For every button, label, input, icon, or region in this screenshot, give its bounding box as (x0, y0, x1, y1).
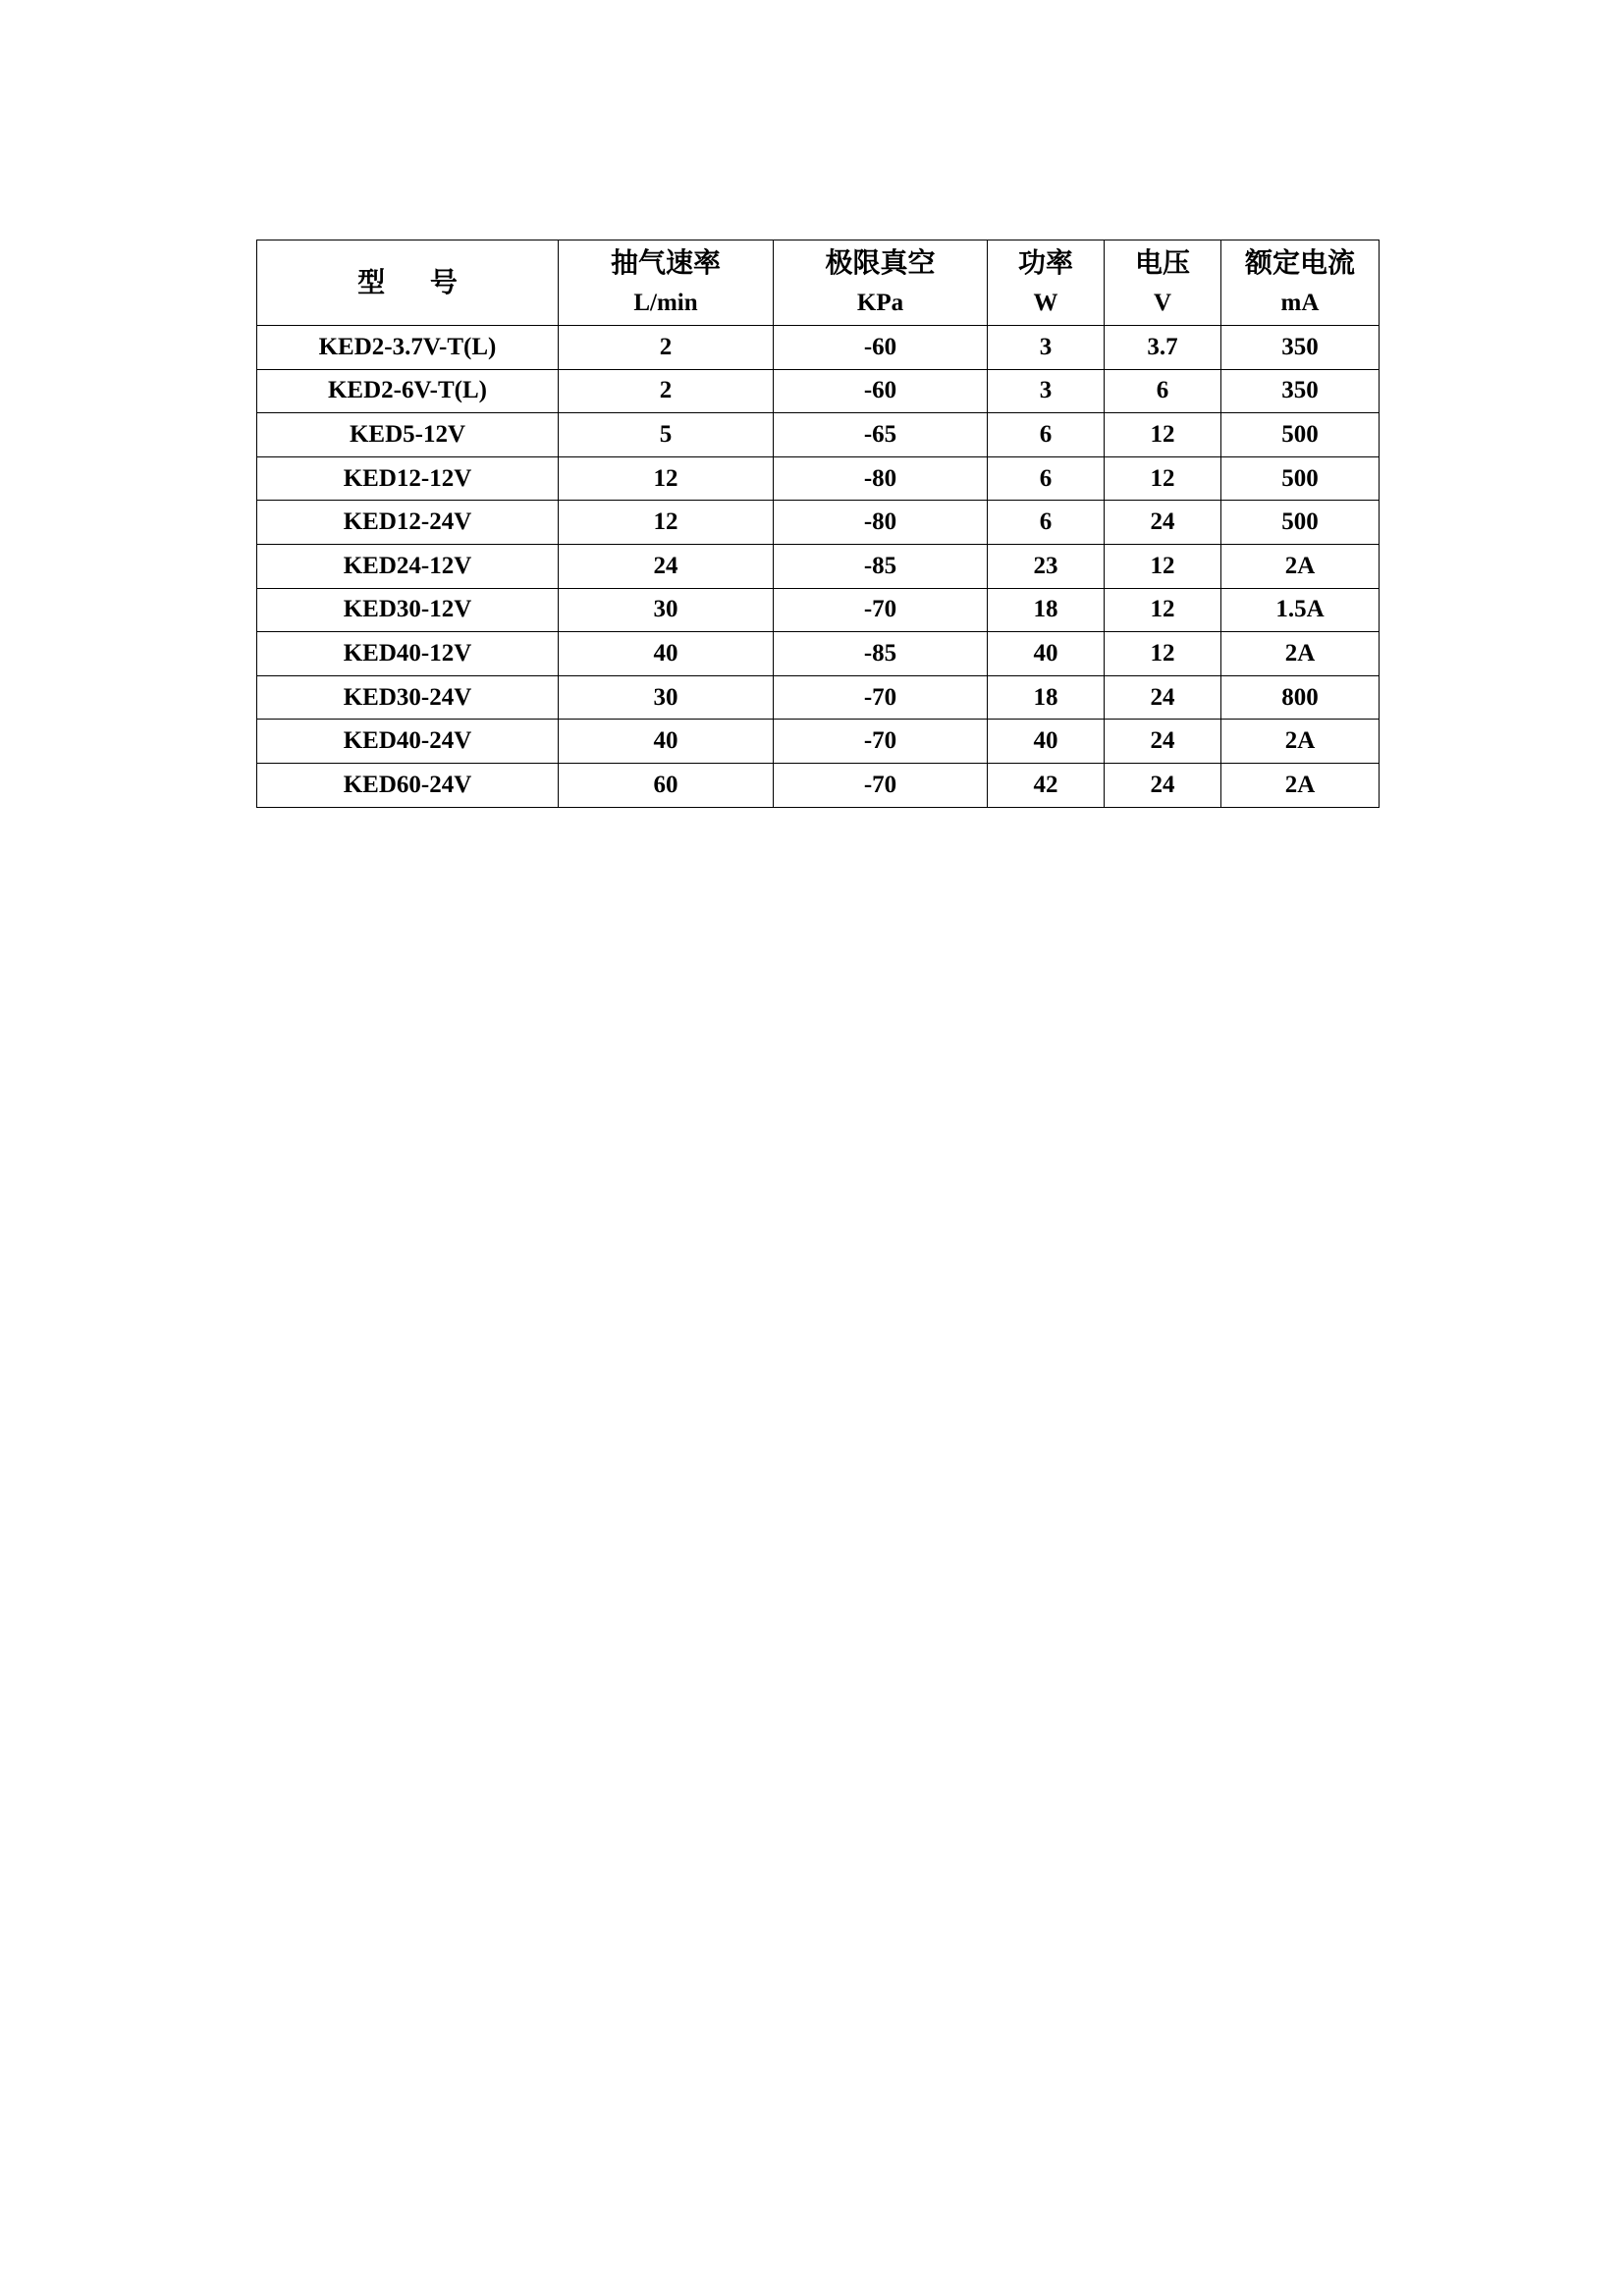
cell-model: KED12-24V (257, 501, 559, 545)
cell-rated-current: 1.5A (1221, 588, 1380, 632)
cell-power: 6 (988, 413, 1105, 457)
cell-rated-current: 800 (1221, 675, 1380, 720)
cell-ultimate-vacuum: -65 (774, 413, 988, 457)
cell-model: KED60-24V (257, 763, 559, 807)
cell-voltage: 24 (1105, 501, 1221, 545)
header-voltage: 电压 (1105, 240, 1221, 284)
cell-ultimate-vacuum: -60 (774, 326, 988, 370)
cell-ultimate-vacuum: -80 (774, 501, 988, 545)
unit-power: W (988, 283, 1105, 326)
unit-voltage: V (1105, 283, 1221, 326)
header-rated-current: 额定电流 (1221, 240, 1380, 284)
cell-voltage: 12 (1105, 456, 1221, 501)
cell-rated-current: 350 (1221, 326, 1380, 370)
cell-pumping-speed: 12 (559, 501, 774, 545)
table-row (257, 632, 1380, 676)
cell-power: 40 (988, 720, 1105, 764)
table-row (257, 720, 1380, 764)
cell-model: KED40-24V (257, 720, 559, 764)
cell-pumping-speed: 30 (559, 588, 774, 632)
cell-voltage: 12 (1105, 544, 1221, 588)
cell-ultimate-vacuum: -85 (774, 544, 988, 588)
cell-rated-current: 500 (1221, 501, 1380, 545)
cell-pumping-speed: 60 (559, 763, 774, 807)
header-pumping-speed: 抽气速率 (559, 240, 774, 284)
cell-power: 3 (988, 326, 1105, 370)
cell-ultimate-vacuum: -70 (774, 675, 988, 720)
cell-rated-current: 500 (1221, 413, 1380, 457)
unit-ultimate-vacuum: KPa (774, 283, 988, 326)
cell-ultimate-vacuum: -60 (774, 369, 988, 413)
cell-pumping-speed: 40 (559, 720, 774, 764)
cell-model: KED30-12V (257, 588, 559, 632)
table-row (257, 675, 1380, 720)
table-header (257, 240, 1380, 326)
cell-power: 42 (988, 763, 1105, 807)
cell-voltage: 3.7 (1105, 326, 1221, 370)
cell-pumping-speed: 5 (559, 413, 774, 457)
cell-voltage: 12 (1105, 588, 1221, 632)
table-row (257, 456, 1380, 501)
table-row (257, 501, 1380, 545)
cell-rated-current: 2A (1221, 544, 1380, 588)
cell-voltage: 24 (1105, 675, 1221, 720)
cell-rated-current: 2A (1221, 720, 1380, 764)
cell-pumping-speed: 40 (559, 632, 774, 676)
table-row (257, 544, 1380, 588)
cell-rated-current: 350 (1221, 369, 1380, 413)
cell-voltage: 24 (1105, 720, 1221, 764)
cell-ultimate-vacuum: -80 (774, 456, 988, 501)
spec-table (256, 240, 1380, 808)
cell-ultimate-vacuum: -70 (774, 763, 988, 807)
cell-model: KED12-12V (257, 456, 559, 501)
table-body (257, 326, 1380, 808)
cell-model: KED5-12V (257, 413, 559, 457)
cell-rated-current: 2A (1221, 632, 1380, 676)
table-row (257, 369, 1380, 413)
cell-ultimate-vacuum: -70 (774, 588, 988, 632)
header-power: 功率 (988, 240, 1105, 284)
unit-rated-current: mA (1221, 283, 1380, 326)
cell-model: KED2-3.7V-T(L) (257, 326, 559, 370)
cell-power: 18 (988, 675, 1105, 720)
cell-model: KED30-24V (257, 675, 559, 720)
cell-voltage: 12 (1105, 413, 1221, 457)
table-row (257, 588, 1380, 632)
cell-power: 23 (988, 544, 1105, 588)
cell-model: KED2-6V-T(L) (257, 369, 559, 413)
cell-voltage: 6 (1105, 369, 1221, 413)
cell-ultimate-vacuum: -85 (774, 632, 988, 676)
header-model: 型 号 (257, 240, 559, 326)
cell-power: 18 (988, 588, 1105, 632)
cell-power: 3 (988, 369, 1105, 413)
cell-pumping-speed: 24 (559, 544, 774, 588)
cell-model: KED40-12V (257, 632, 559, 676)
header-ultimate-vacuum: 极限真空 (774, 240, 988, 284)
table-row (257, 326, 1380, 370)
cell-pumping-speed: 12 (559, 456, 774, 501)
cell-model: KED24-12V (257, 544, 559, 588)
table-row (257, 413, 1380, 457)
cell-ultimate-vacuum: -70 (774, 720, 988, 764)
cell-power: 40 (988, 632, 1105, 676)
cell-pumping-speed: 2 (559, 326, 774, 370)
unit-pumping-speed: L/min (559, 283, 774, 326)
cell-pumping-speed: 2 (559, 369, 774, 413)
cell-voltage: 12 (1105, 632, 1221, 676)
cell-pumping-speed: 30 (559, 675, 774, 720)
cell-power: 6 (988, 456, 1105, 501)
cell-voltage: 24 (1105, 763, 1221, 807)
cell-power: 6 (988, 501, 1105, 545)
cell-rated-current: 500 (1221, 456, 1380, 501)
cell-rated-current: 2A (1221, 763, 1380, 807)
table-row (257, 763, 1380, 807)
header-row-names (257, 240, 1380, 284)
